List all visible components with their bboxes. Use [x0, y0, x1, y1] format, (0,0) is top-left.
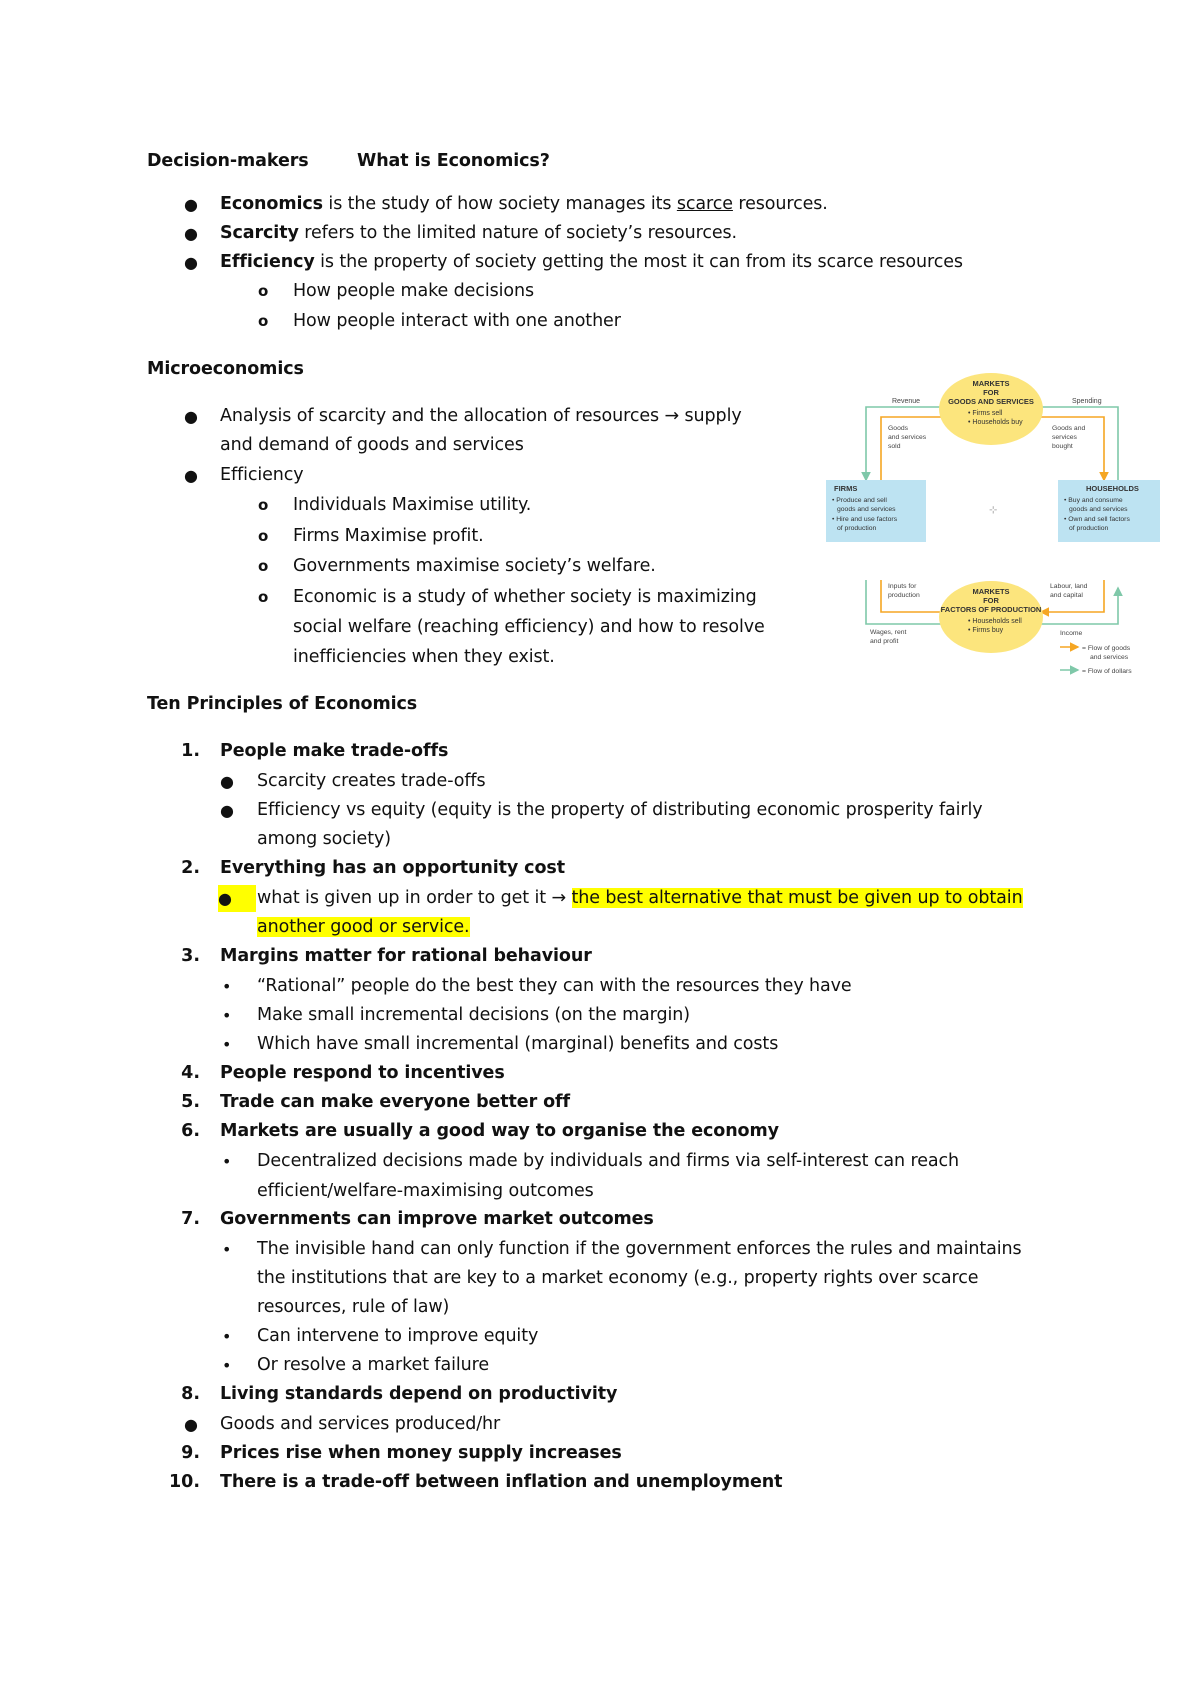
- households-title: HOUSEHOLDS: [1086, 484, 1139, 493]
- principle-bullet: Decentralized decisions made by individuals and firms via self-interest can reach: [257, 1151, 960, 1171]
- principle-bullet: Can intervene to improve equity: [257, 1326, 539, 1346]
- sub-bullet-icon: o: [258, 588, 269, 606]
- micro-sub-item-cont: inefficiencies when they exist.: [293, 647, 555, 667]
- micro-bullet-analysis-cont: and demand of goods and services: [220, 435, 524, 455]
- principle-number: 6.: [181, 1121, 200, 1141]
- bullet-icon: •: [222, 1152, 232, 1171]
- principle-bullet: Efficiency vs equity (equity is the property of distributing economic prosperity fairly: [257, 800, 983, 820]
- micro-sub-item-cont: social welfare (reaching efficiency) and how to resolve: [293, 617, 765, 637]
- inputs-label: Inputs for: [888, 583, 917, 590]
- legend-goods-label: and services: [1090, 654, 1129, 661]
- principle-number: 10.: [168, 1472, 200, 1492]
- principle-number: 7.: [181, 1209, 200, 1229]
- bullet-icon: ●: [218, 885, 256, 912]
- bullet-icon: •: [222, 1035, 232, 1054]
- circular-flow-svg: [826, 372, 1166, 682]
- markets-factors-item: • Households sell: [968, 618, 1022, 625]
- intro-scarcity: Scarcity refers to the limited nature of society’s resources.: [220, 223, 737, 243]
- principle-bullet: Or resolve a market failure: [257, 1355, 490, 1375]
- principle-title: Margins matter for rational behaviour: [220, 946, 592, 966]
- revenue-flow-arrow: [866, 407, 942, 480]
- micro-sub-item: Economic is a study of whether society is maximizing: [293, 587, 757, 607]
- households-item: of production: [1069, 525, 1109, 532]
- income-label: Income: [1060, 630, 1083, 637]
- markets-factors-item: • Firms buy: [968, 627, 1004, 634]
- principle-title: Markets are usually a good way to organise the economy: [220, 1121, 779, 1141]
- bullet-icon: ●: [184, 1415, 198, 1434]
- micro-sub-item: Governments maximise society’s welfare.: [293, 556, 656, 576]
- intro-sub-item: How people make decisions: [293, 281, 534, 301]
- principle-title: Everything has an opportunity cost: [220, 858, 565, 878]
- center-cross-icon: ⊹: [989, 505, 998, 516]
- firms-title: FIRMS: [834, 484, 858, 493]
- principle-title: Governments can improve market outcomes: [220, 1209, 654, 1229]
- intro-sub-item: How people interact with one another: [293, 311, 621, 331]
- households-item: goods and services: [1069, 506, 1128, 513]
- bullet-icon: ●: [184, 466, 198, 485]
- principle-bullet-cont: among society): [257, 829, 391, 849]
- households-item: • Own and sell factors: [1064, 516, 1130, 523]
- bullet-icon: ●: [184, 253, 198, 272]
- principle-bullet-cont: the institutions that are key to a market economy (e.g., property rights over scarce: [257, 1268, 979, 1288]
- microeconomics-heading: Microeconomics: [147, 359, 304, 379]
- sub-bullet-icon: o: [258, 496, 269, 514]
- arrow-right-icon: →: [551, 888, 567, 908]
- firms-item: of production: [837, 525, 877, 532]
- principle-bullet: Goods and services produced/hr: [220, 1414, 501, 1434]
- bullet-icon: •: [222, 977, 232, 996]
- principle-bullet: The invisible hand can only function if the government enforces the rules and maintains: [257, 1239, 1022, 1259]
- principle-bullet: Scarcity creates trade-offs: [257, 771, 486, 791]
- header-title: What is Economics?: [357, 151, 550, 171]
- bullet-icon: ●: [220, 801, 234, 820]
- markets-goods-item: • Households buy: [968, 419, 1023, 426]
- spending-label: Spending: [1072, 398, 1102, 405]
- markets-factors-label: FACTORS OF PRODUCTION: [940, 605, 1042, 614]
- principle-number: 1.: [181, 741, 200, 761]
- principle-number: 2.: [181, 858, 200, 878]
- principle-bullet: what is given up in order to get it → the best alternative that must be given up to obtain: [257, 888, 1023, 908]
- intro-efficiency: Efficiency is the property of society getting the most it can from its scarce resources: [220, 252, 963, 272]
- principles-heading: Ten Principles of Economics: [147, 694, 418, 714]
- bullet-icon: •: [222, 1327, 232, 1346]
- arrow-right-icon: →: [664, 406, 680, 426]
- goods-bought-label: services: [1052, 434, 1077, 441]
- principle-bullet-cont: another good or service.: [257, 917, 470, 937]
- households-item: • Buy and consume: [1064, 497, 1123, 504]
- sub-bullet-icon: o: [258, 527, 269, 545]
- principle-number: 3.: [181, 946, 200, 966]
- firms-item: • Hire and use factors: [832, 516, 898, 523]
- principle-bullet: Which have small incremental (marginal) benefits and costs: [257, 1034, 779, 1054]
- markets-goods-label: MARKETS: [972, 379, 1010, 388]
- goods-bought-label: Goods and: [1052, 425, 1086, 432]
- markets-factors-label: MARKETS: [972, 587, 1010, 596]
- principle-title: Trade can make everyone better off: [220, 1092, 571, 1112]
- wages-label: and profit: [870, 638, 899, 645]
- bullet-icon: ●: [220, 772, 234, 791]
- labour-label: Labour, land: [1050, 583, 1088, 590]
- micro-sub-item: Firms Maximise profit.: [293, 526, 484, 546]
- principle-number: 8.: [181, 1384, 200, 1404]
- markets-goods-label: GOODS AND SERVICES: [948, 397, 1034, 406]
- principle-number: 4.: [181, 1063, 200, 1083]
- principle-bullet-cont: resources, rule of law): [257, 1297, 450, 1317]
- micro-bullet-analysis: Analysis of scarcity and the allocation of resources → supply: [220, 406, 742, 426]
- goods-sold-label: and services: [888, 434, 927, 441]
- revenue-label: Revenue: [892, 398, 921, 405]
- intro-economics: Economics is the study of how society manages its scarce resources.: [220, 194, 828, 214]
- bullet-icon: ●: [184, 195, 198, 214]
- markets-goods-item: • Firms sell: [968, 410, 1003, 417]
- header-left: Decision-makers: [147, 151, 309, 171]
- micro-sub-item: Individuals Maximise utility.: [293, 495, 532, 515]
- markets-factors-label: FOR: [983, 596, 999, 605]
- principle-title: Living standards depend on productivity: [220, 1384, 618, 1404]
- principle-bullet-cont: efficient/welfare-maximising outcomes: [257, 1181, 594, 1201]
- bullet-icon: •: [222, 1240, 232, 1259]
- principle-bullet: “Rational” people do the best they can with the resources they have: [257, 976, 852, 996]
- principle-title: People respond to incentives: [220, 1063, 505, 1083]
- sub-bullet-icon: o: [258, 557, 269, 575]
- principle-number: 9.: [181, 1443, 200, 1463]
- legend-dollars-label: = Flow of dollars: [1082, 668, 1132, 675]
- goods-sold-label: Goods: [888, 425, 909, 432]
- legend-goods-label: = Flow of goods: [1082, 645, 1131, 652]
- markets-goods-label: FOR: [983, 388, 999, 397]
- sub-bullet-icon: o: [258, 312, 269, 330]
- goods-bought-label: bought: [1052, 443, 1073, 450]
- firms-item: goods and services: [837, 506, 896, 513]
- circular-flow-diagram: [826, 372, 1166, 682]
- labour-label: and capital: [1050, 592, 1083, 599]
- principle-title: People make trade-offs: [220, 741, 449, 761]
- goods-sold-label: sold: [888, 443, 901, 450]
- principle-bullet: Make small incremental decisions (on the margin): [257, 1005, 690, 1025]
- bullet-icon: •: [222, 1006, 232, 1025]
- bullet-icon: •: [222, 1356, 232, 1375]
- principle-title: Prices rise when money supply increases: [220, 1443, 622, 1463]
- micro-bullet-efficiency: Efficiency: [220, 465, 304, 485]
- bullet-icon: ●: [184, 407, 198, 426]
- principle-number: 5.: [181, 1092, 200, 1112]
- inputs-label: production: [888, 592, 920, 599]
- principle-title: There is a trade-off between inflation and unemployment: [220, 1472, 783, 1492]
- bullet-icon: ●: [184, 224, 198, 243]
- firms-item: • Produce and sell: [832, 497, 887, 504]
- wages-label: Wages, rent: [870, 629, 907, 636]
- sub-bullet-icon: o: [258, 282, 269, 300]
